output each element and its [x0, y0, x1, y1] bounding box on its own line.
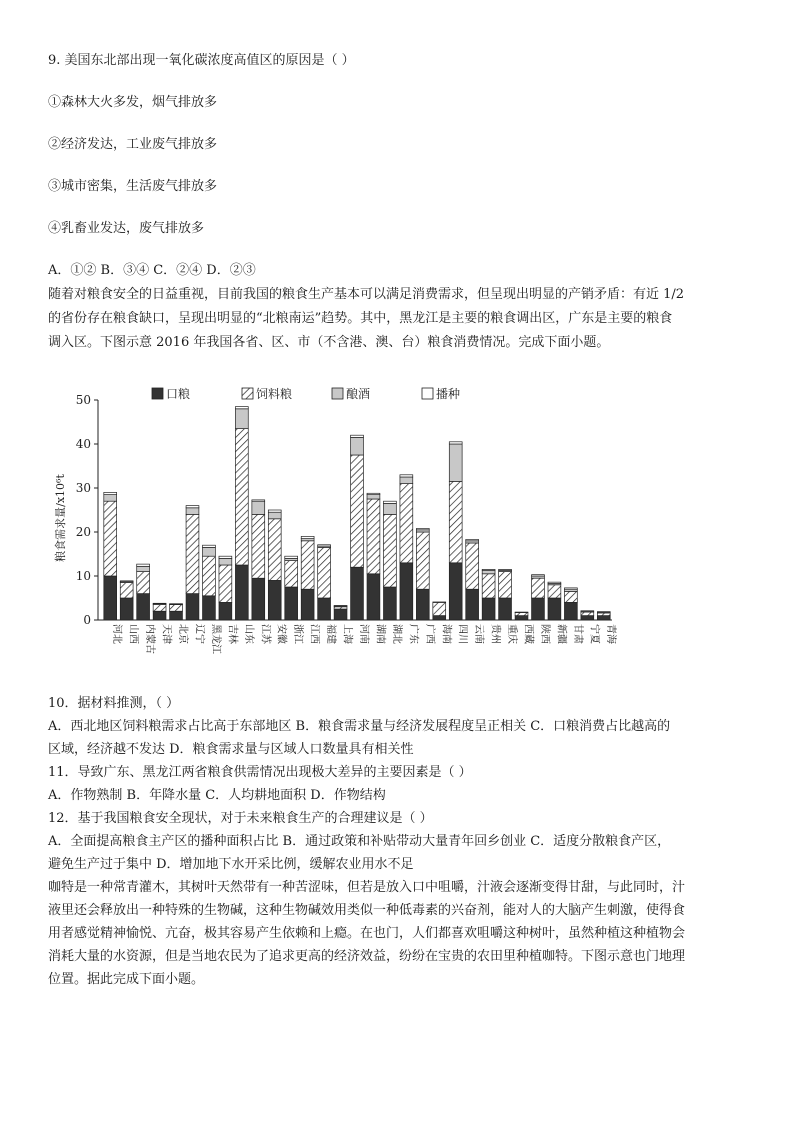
- bar-河南-口粮: [351, 567, 364, 620]
- bar-湖南-酿酒: [367, 495, 380, 499]
- bar-河南-播种: [351, 435, 364, 437]
- bar-河北-口粮: [104, 576, 117, 620]
- bar-重庆-播种: [499, 569, 512, 570]
- bar-湖北-饲料粮: [383, 514, 396, 587]
- passage2-line5: 位置。据此完成下面小题。: [48, 972, 205, 987]
- x-tick-label: 宁夏: [588, 624, 600, 644]
- bar-山东-酿酒: [235, 409, 248, 429]
- y-tick-label: 0: [83, 613, 91, 627]
- y-tick-label: 40: [75, 437, 91, 451]
- bar-西藏-饲料粮: [515, 613, 528, 616]
- x-tick-label: 新疆: [555, 624, 567, 644]
- bar-广西-播种: [416, 528, 429, 529]
- bar-新疆-口粮: [548, 598, 561, 620]
- q10-options-line1: A．西北地区饲料粮需求占比高于东部地区 B．粮食需求量与经济发展程度呈正相关 C．口粮消费占比越高的: [48, 719, 671, 734]
- y-tick-label: 10: [75, 569, 91, 583]
- x-tick-label: 重庆: [506, 624, 518, 644]
- bar-黑龙江-口粮: [203, 596, 216, 620]
- bar-吉林-播种: [219, 556, 232, 558]
- bar-海南-饲料粮: [433, 602, 446, 615]
- legend-swatch-2: [332, 388, 343, 399]
- bar-安徽-播种: [268, 510, 281, 512]
- x-tick-label: 江苏: [259, 624, 271, 644]
- bar-天津-饲料粮: [153, 605, 166, 612]
- x-tick-label: 江西: [308, 624, 320, 644]
- bar-广东-口粮: [400, 563, 413, 620]
- x-tick-label: 四川: [456, 624, 468, 644]
- bar-新疆-饲料粮: [548, 585, 561, 598]
- bar-安徽-酿酒: [268, 512, 281, 519]
- bar-安徽-饲料粮: [268, 519, 281, 581]
- x-tick-label: 云南: [473, 624, 485, 644]
- bar-广西-饲料粮: [416, 532, 429, 589]
- bar-辽宁-饲料粮: [186, 514, 199, 593]
- bar-黑龙江-饲料粮: [203, 556, 216, 596]
- bar-山东-饲料粮: [235, 429, 248, 565]
- q9-choices: A．①② B．③④ C．②④ D．②③: [48, 263, 256, 278]
- x-tick-label: 安徽: [275, 624, 287, 644]
- bar-贵州-播种: [482, 569, 495, 570]
- bar-河南-饲料粮: [351, 455, 364, 567]
- bar-海南-口粮: [433, 616, 446, 620]
- bar-重庆-口粮: [499, 598, 512, 620]
- bar-陕西-播种: [532, 575, 545, 576]
- bar-吉林-酿酒: [219, 558, 232, 565]
- bar-甘肃-播种: [564, 588, 577, 589]
- y-tick-label: 30: [75, 481, 91, 495]
- legend-label: 播种: [436, 387, 461, 401]
- x-tick-label: 浙江: [292, 624, 304, 644]
- q10-stem: 10．据材料推测，（ ）: [48, 696, 180, 711]
- legend-label: 酿酒: [346, 387, 371, 401]
- bar-黑龙江-播种: [203, 545, 216, 547]
- bar-福建-播种: [318, 545, 331, 546]
- x-tick-label: 河北: [111, 624, 123, 644]
- bar-吉林-饲料粮: [219, 565, 232, 602]
- bar-江苏-酿酒: [252, 501, 265, 514]
- bar-江苏-饲料粮: [252, 514, 265, 578]
- x-tick-label: 贵州: [489, 624, 501, 644]
- passage2-line4: 消耗大量的水资源，但是当地农民为了追求更高的经济效益，纷纷在宝贵的农田里种植咖特。下图示意也门地理: [48, 949, 686, 964]
- bar-广东-播种: [400, 475, 413, 477]
- x-tick-label: 西藏: [522, 624, 534, 644]
- legend-swatch-0: [152, 388, 163, 399]
- bar-云南-口粮: [466, 589, 479, 620]
- x-tick-label: 湖北: [390, 624, 402, 644]
- passage1-line3: 调入区。下图示意 2016 年我国各省、区、市（不含港、澳、台）粮食消费情况。完成下面小题。: [48, 335, 610, 350]
- x-tick-label: 北京: [177, 624, 189, 644]
- bar-山西-播种: [120, 581, 133, 582]
- q10-options-line2: 区域，经济越不发达 D．粮食需求量与区域人口数量具有相关性: [48, 742, 414, 757]
- bar-浙江-播种: [285, 556, 298, 558]
- bar-江西-播种: [301, 536, 314, 538]
- bar-四川-饲料粮: [449, 481, 462, 562]
- bar-湖北-播种: [383, 501, 396, 503]
- y-tick-label: 50: [75, 393, 91, 407]
- legend-swatch-1: [242, 388, 253, 399]
- bar-江苏-口粮: [252, 578, 265, 620]
- bar-湖南-口粮: [367, 574, 380, 620]
- bar-贵州-饲料粮: [482, 574, 495, 598]
- bar-湖北-口粮: [383, 587, 396, 620]
- x-tick-label: 内蒙古: [144, 624, 156, 654]
- q9-stem: 9. 美国东北部出现一氧化碳浓度高值区的原因是（ ）: [48, 53, 355, 68]
- bar-江西-口粮: [301, 589, 314, 620]
- passage1-line2: 的省份存在粮食缺口，呈现出明显的“北粮南运”趋势。其中，黑龙江是主要的粮食调出区，广东是主要的粮食: [48, 311, 673, 326]
- x-tick-label: 吉林: [226, 624, 238, 644]
- bar-河北-饲料粮: [104, 501, 117, 576]
- chart-y-axis-label: 粮食需求量/x10⁶t: [54, 474, 67, 562]
- chart-bars: [104, 407, 610, 620]
- q9-option-4: ④乳畜业发达，废气排放多: [48, 221, 205, 236]
- bar-陕西-饲料粮: [532, 578, 545, 598]
- bar-四川-口粮: [449, 563, 462, 620]
- legend-label: 口粮: [166, 387, 191, 401]
- x-tick-label: 广东: [407, 624, 419, 644]
- x-tick-label: 陕西: [538, 624, 550, 644]
- x-tick-label: 山西: [127, 624, 139, 644]
- bar-辽宁-酿酒: [186, 508, 199, 515]
- bar-上海-口粮: [334, 609, 347, 620]
- q11-stem: 11．导致广东、黑龙江两省粮食供需情况出现极大差异的主要因素是（ ）: [48, 765, 472, 780]
- q11-choices: A．作物熟制 B．年降水量 C．人均耕地面积 D．作物结构: [48, 788, 386, 803]
- passage2-line3: 用者感觉精神愉悦、亢奋，极其容易产生依赖和上瘾。在也门，人们都喜欢咀嚼这种树叶，虽然种植这种植物会: [48, 926, 686, 941]
- bar-内蒙古-饲料粮: [137, 572, 150, 594]
- x-tick-label: 湖南: [374, 624, 386, 644]
- passage2-line1: 咖特是一种常青灌木，其树叶天然带有一种苦涩味，但若是放入口中咀嚼，汁液会逐渐变得甘甜，与此同时，汁: [48, 880, 686, 895]
- bar-福建-饲料粮: [318, 547, 331, 598]
- x-tick-label: 天津: [160, 624, 172, 644]
- bar-广西-口粮: [416, 589, 429, 620]
- bar-宁夏-口粮: [581, 616, 594, 620]
- bar-四川-酿酒: [449, 444, 462, 481]
- bar-山西-口粮: [120, 598, 133, 620]
- passage1-line1: 随着对粮食安全的日益重视，目前我国的粮食生产基本可以满足消费需求，但呈现出明显的产销矛盾：有近 1/2: [48, 287, 685, 302]
- bar-黑龙江-酿酒: [203, 547, 216, 556]
- bar-辽宁-播种: [186, 506, 199, 508]
- bar-甘肃-口粮: [564, 602, 577, 620]
- bar-内蒙古-口粮: [137, 594, 150, 620]
- bar-广东-酿酒: [400, 477, 413, 484]
- bar-浙江-口粮: [285, 587, 298, 620]
- bar-山西-饲料粮: [120, 583, 133, 598]
- chart-legend: [152, 386, 460, 401]
- q12-options-line2: 避免生产过于集中 D．增加地下水开采比例，缓解农业用水不足: [48, 857, 414, 872]
- bar-吉林-口粮: [219, 602, 232, 620]
- bar-河北-播种: [104, 492, 117, 494]
- x-tick-label: 河南: [358, 624, 369, 644]
- x-tick-label: 辽宁: [193, 624, 205, 644]
- legend-swatch-3: [422, 388, 433, 399]
- bar-内蒙古-酿酒: [137, 566, 150, 571]
- bar-河南-酿酒: [351, 437, 364, 455]
- x-tick-label: 甘肃: [571, 624, 583, 644]
- bar-青海-口粮: [597, 616, 610, 620]
- bar-湖南-播种: [367, 493, 380, 494]
- q9-option-3: ③城市密集，生活废气排放多: [48, 179, 218, 194]
- bar-新疆-播种: [548, 582, 561, 583]
- bar-福建-口粮: [318, 598, 331, 620]
- passage2-line2: 液里还会释放出一种特殊的生物碱，这种生物碱效用类似一种低毒素的兴奋剂，能对人的大脑产生刺激，使得食: [48, 903, 686, 918]
- x-tick-label: 上海: [341, 624, 353, 644]
- bar-天津-口粮: [153, 611, 166, 620]
- bar-北京-饲料粮: [170, 605, 183, 612]
- bar-甘肃-饲料粮: [564, 591, 577, 602]
- bar-安徽-口粮: [268, 580, 281, 620]
- q12-stem: 12．基于我国粮食安全现状，对于未来粮食生产的合理建议是（ ）: [48, 811, 433, 826]
- bar-江苏-播种: [252, 500, 265, 501]
- bar-山东-播种: [235, 407, 248, 409]
- bar-浙江-饲料粮: [285, 561, 298, 587]
- bar-江西-饲料粮: [301, 541, 314, 589]
- q9-option-2: ②经济发达，工业废气排放多: [48, 137, 218, 152]
- bar-湖南-饲料粮: [367, 499, 380, 574]
- grain-consumption-chart: [40, 378, 620, 678]
- q12-options-line1: A．全面提高粮食主产区的播种面积占比 B．通过政策和补贴带动大量青年回乡创业 C．适度分散粮食产区，: [48, 834, 671, 849]
- bar-北京-口粮: [170, 611, 183, 620]
- bar-辽宁-口粮: [186, 594, 199, 620]
- bar-宁夏-饲料粮: [581, 612, 594, 616]
- bar-贵州-口粮: [482, 598, 495, 620]
- bar-湖北-酿酒: [383, 503, 396, 514]
- x-tick-label: 山东: [242, 624, 254, 644]
- bar-云南-播种: [466, 539, 479, 540]
- bar-内蒙古-播种: [137, 564, 150, 566]
- bar-四川-播种: [449, 442, 462, 444]
- bar-重庆-饲料粮: [499, 572, 512, 598]
- y-tick-label: 20: [75, 525, 91, 539]
- bar-广东-饲料粮: [400, 484, 413, 563]
- x-tick-label: 青海: [604, 624, 616, 644]
- x-tick-label: 广西: [423, 624, 435, 644]
- bar-贵州-酿酒: [482, 570, 495, 574]
- legend-label: 饲料粮: [256, 387, 293, 401]
- q9-option-1: ①森林大火多发，烟气排放多: [48, 95, 218, 110]
- bar-青海-饲料粮: [597, 613, 610, 616]
- x-tick-label: 海南: [440, 624, 452, 644]
- bar-河北-酿酒: [104, 495, 117, 502]
- chart-x-labels: [111, 624, 618, 654]
- bar-陕西-口粮: [532, 598, 545, 620]
- x-tick-label: 福建: [325, 624, 337, 644]
- x-tick-label: 黑龙江: [209, 624, 221, 654]
- bar-山东-口粮: [235, 565, 248, 620]
- bar-西藏-口粮: [515, 616, 528, 620]
- bar-云南-饲料粮: [466, 543, 479, 589]
